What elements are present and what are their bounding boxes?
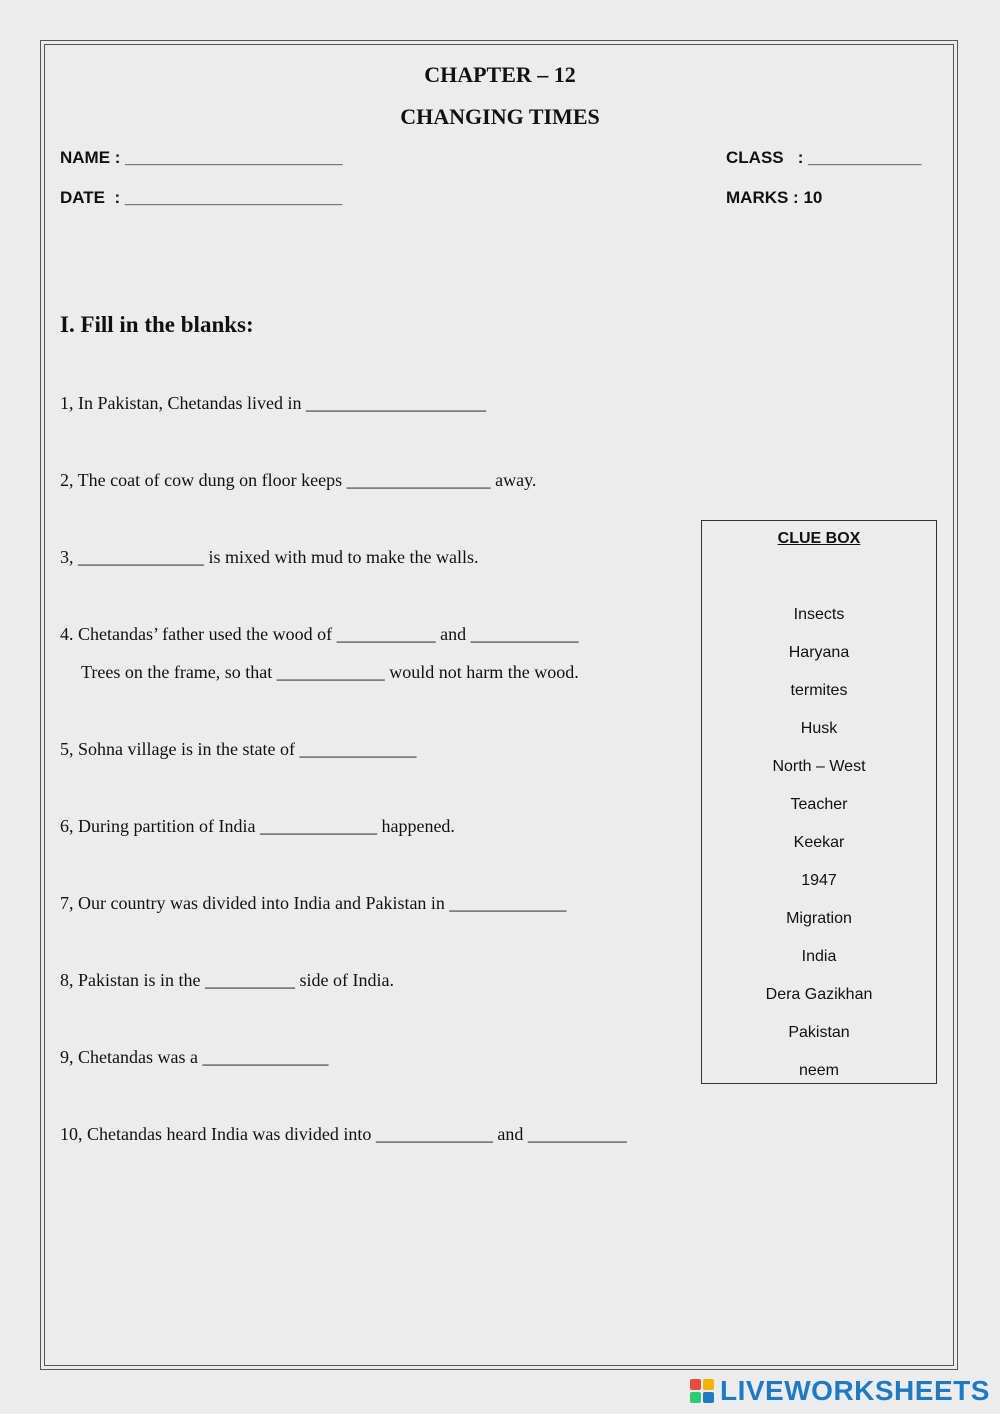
question-3[interactable]: 3, ______________ is mixed with mud to make the walls. [60,547,479,567]
clue-item: 1947 [801,872,837,889]
clue-item: India [801,948,837,965]
clue-item: North – West [772,758,866,775]
clue-item: Pakistan [788,1024,850,1041]
clue-item: Haryana [788,644,850,661]
date-field[interactable]: DATE : _______________________ [60,188,343,207]
logo-text: LIVEWORKSHEETS [720,1375,990,1406]
question-6[interactable]: 6, During partition of India _____________ happened. [60,816,455,836]
clue-item: neem [798,1062,840,1079]
logo-grid-icon [690,1379,714,1403]
clue-item: Keekar [793,834,845,851]
clue-item: Dera Gazikhan [765,986,873,1003]
worksheet-title: CHANGING TIMES [400,104,600,129]
clue-box [701,520,937,1084]
question-4-continued[interactable]: Trees on the frame, so that ____________ would not harm the wood. [81,662,579,682]
question-2[interactable]: 2, The coat of cow dung on floor keeps ________________ away. [60,470,537,490]
question-9[interactable]: 9, Chetandas was a ______________ [60,1047,329,1067]
marks-label: MARKS : 10 [726,188,823,207]
clue-item: Husk [800,720,838,737]
clue-item: termites [790,682,848,699]
clue-item: Migration [786,910,852,927]
question-8[interactable]: 8, Pakistan is in the __________ side of India. [60,970,394,990]
chapter-heading: CHAPTER – 12 [424,62,576,87]
question-10[interactable]: 10, Chetandas heard India was divided into _____________ and ___________ [60,1124,627,1144]
name-field[interactable]: NAME : _______________________ [60,148,343,167]
question-4[interactable]: 4. Chetandas’ father used the wood of ___________ and ____________ [60,624,579,644]
section-title: I. Fill in the blanks: [60,312,254,337]
liveworksheets-logo [690,1376,990,1406]
clue-item: Teacher [790,796,848,813]
clue-item: Insects [793,606,845,623]
question-7[interactable]: 7, Our country was divided into India and Pakistan in _____________ [60,893,567,913]
class-field[interactable]: CLASS : ____________ [726,148,922,167]
clue-box-title: CLUE BOX [777,530,861,547]
question-1[interactable]: 1, In Pakistan, Chetandas lived in ____________________ [60,393,486,413]
question-5[interactable]: 5, Sohna village is in the state of _____________ [60,739,417,759]
